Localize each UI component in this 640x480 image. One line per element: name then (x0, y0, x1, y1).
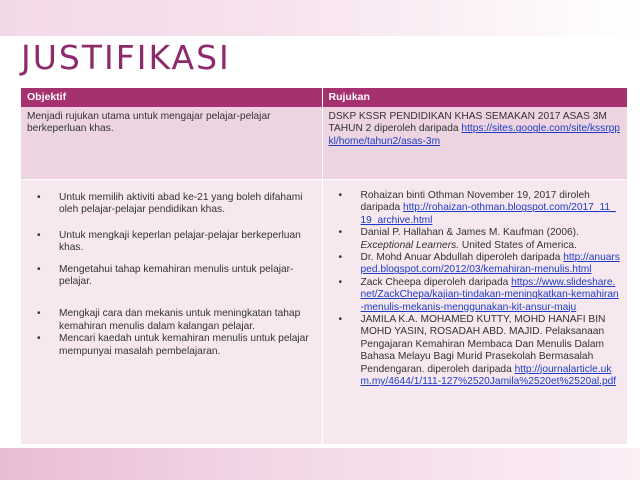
list-item: • Untuk memilih aktiviti abad ke-21 yang boleh difahami oleh pelajar-pelajar pendidikan khas. (59, 192, 316, 217)
header-objektif: Objektif (21, 88, 322, 107)
list-item: • Mengkaji cara dan mekanis untuk meningkatan tahap kemahiran menulis dalam kalangan pelajar. (59, 308, 316, 333)
reference-text: Dr. Mohd Anuar Abdullah diperoleh daripada (360, 252, 564, 264)
reference-text: United States of America. (459, 239, 577, 251)
main-objective-text: Menjadi rujukan utama untuk mengajar pelajar-pelajar berkeperluan khas. (27, 111, 271, 135)
list-item: • Mencari kaedah untuk kemahiran menulis untuk pelajar mempunyai masalah pembelajaran. (59, 333, 316, 358)
bottom-decorative-band (0, 448, 640, 480)
top-decorative-band (0, 0, 640, 36)
reference-link[interactable]: http://rohaizan-othman.blogspot.com/2017_11_19_archive.html (360, 202, 616, 226)
table-row (21, 107, 627, 180)
list-item (361, 252, 621, 277)
table-header-row (21, 88, 627, 107)
slide-title: JUSTIFIKASI (21, 38, 231, 77)
objective-cell (21, 107, 322, 180)
objectives-list (27, 192, 316, 358)
list-item (361, 277, 621, 314)
reference-book-title: Exceptional Learners. (360, 239, 460, 251)
header-rujukan: Rujukan (322, 88, 627, 107)
objectives-list-cell (21, 180, 322, 445)
justification-table (21, 88, 628, 444)
reference-link[interactable]: http://anuarsped.blogspot.com/2012/03/kemahiran-menulis.html (360, 252, 620, 276)
list-item (361, 314, 621, 388)
list-item (361, 227, 621, 252)
reference-link[interactable]: https://www.slideshare.net/ZackChepa/kajian-tindakan-meningkatkan-kemahiran-menulis-mekanis-menggunakan-kit-ansur-maju (360, 276, 619, 313)
list-item (361, 190, 621, 227)
reference-text: Danial P. Hallahan & James M. Kaufman (2006). (360, 227, 579, 239)
reference-text: Rohaizan binti Othman November 19, 2017 diroleh daripada (360, 190, 590, 214)
reference-text: Zack Cheepa diperoleh daripada (360, 276, 512, 288)
dskp-reference-text: DSKP KSSR PENDIDIKAN KHAS SEMAKAN 2017 ASAS 3M TAHUN 2 diperoleh daripada (328, 111, 607, 135)
reference-text: JAMILA K.A. MOHAMED KUTTY, MOHD HANAFI BIN MOHD YASIN, ROSADAH ABD. MAJID. Pelaksanaan Pengajaran Kemahiran Membaca Dan Menulis Dalam Bahasa Melayu Bagi Murid Prasekolah Bermasalah Pendengaran. diperoleh daripada (360, 314, 606, 375)
table-row (21, 180, 627, 445)
dskp-reference-link[interactable]: https://sites.google.com/site/kssrppkl/home/tahun2/asas-3m (328, 123, 620, 147)
references-list (329, 190, 621, 389)
reference-link[interactable]: http://journalarticle.ukm.my/4644/1/111-127%2520Jamila%2520et%2520al.pdf (360, 363, 617, 388)
references-list-cell (322, 180, 627, 445)
list-item: • Mengetahui tahap kemahiran menulis untuk pelajar-pelajar. (59, 264, 316, 289)
list-item: • Untuk mengkaji keperlan pelajar-pelajar berkeperluan khas. (59, 230, 316, 255)
reference-cell (322, 107, 627, 180)
